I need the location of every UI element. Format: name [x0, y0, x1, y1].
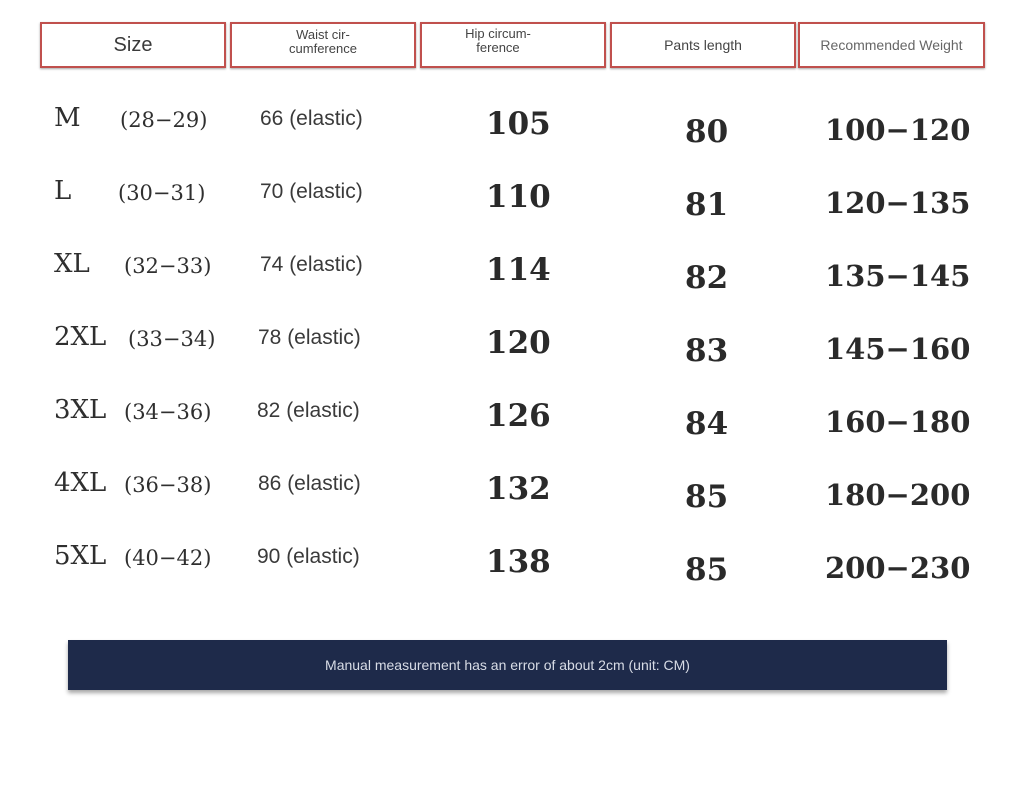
- weight-value: 145−160: [825, 332, 971, 366]
- size-name: L: [54, 176, 72, 206]
- weight-value: 135−145: [825, 259, 971, 293]
- header-weight-label: Recommended Weight: [820, 37, 963, 53]
- header-hip-line2: ference: [476, 40, 520, 55]
- size-range: (36−38): [124, 473, 212, 497]
- hip-value: 132: [486, 471, 551, 507]
- size-range: (28−29): [120, 108, 208, 132]
- pants-length-value: 83: [685, 333, 729, 369]
- header-waist-line1: Waist cir-: [296, 27, 350, 42]
- measurement-note-text: Manual measurement has an error of about 2cm (unit: CM): [325, 657, 690, 673]
- weight-value: 180−200: [825, 478, 971, 512]
- hip-value: 126: [486, 398, 551, 434]
- size-range: (32−33): [124, 254, 212, 278]
- size-name: 2XL: [54, 322, 107, 352]
- pants-length-value: 80: [685, 114, 729, 150]
- pants-length-value: 82: [685, 260, 729, 296]
- header-hip: [420, 22, 606, 68]
- pants-length-value: 81: [685, 187, 729, 223]
- hip-value: 138: [486, 544, 551, 580]
- waist-value: 78 (elastic): [258, 326, 361, 349]
- hip-value: 105: [486, 106, 551, 142]
- size-range: (40−42): [124, 546, 212, 570]
- weight-value: 100−120: [825, 113, 971, 147]
- waist-value: 86 (elastic): [258, 472, 361, 495]
- header-waist: [230, 22, 416, 68]
- waist-value: 70 (elastic): [260, 180, 363, 203]
- header-waist-line2: cumference: [289, 41, 357, 56]
- waist-value: 74 (elastic): [260, 253, 363, 276]
- waist-value: 90 (elastic): [257, 545, 360, 568]
- waist-value: 66 (elastic): [260, 107, 363, 130]
- header-recommended-weight: [798, 22, 985, 68]
- weight-value: 120−135: [825, 186, 971, 220]
- size-range: (30−31): [118, 181, 206, 205]
- size-range: (33−34): [128, 327, 216, 351]
- header-pants-label: Pants length: [664, 37, 742, 53]
- size-range: (34−36): [124, 400, 212, 424]
- size-name: 3XL: [54, 395, 107, 425]
- header-size-label: Size: [113, 33, 153, 56]
- weight-value: 160−180: [825, 405, 971, 439]
- hip-value: 114: [486, 252, 551, 288]
- waist-value: 82 (elastic): [257, 399, 360, 422]
- pants-length-value: 84: [685, 406, 729, 442]
- size-name: 4XL: [54, 468, 107, 498]
- size-name: M: [54, 103, 81, 133]
- measurement-note-banner: [68, 640, 947, 690]
- hip-value: 120: [486, 325, 551, 361]
- header-pants-length: [610, 22, 796, 68]
- size-name: XL: [54, 249, 90, 279]
- pants-length-value: 85: [685, 479, 729, 515]
- pants-length-value: 85: [685, 552, 729, 588]
- hip-value: 110: [486, 179, 551, 215]
- weight-value: 200−230: [825, 551, 971, 585]
- size-name: 5XL: [54, 541, 107, 571]
- header-hip-line1: Hip circum-: [465, 26, 531, 41]
- header-size: [40, 22, 226, 68]
